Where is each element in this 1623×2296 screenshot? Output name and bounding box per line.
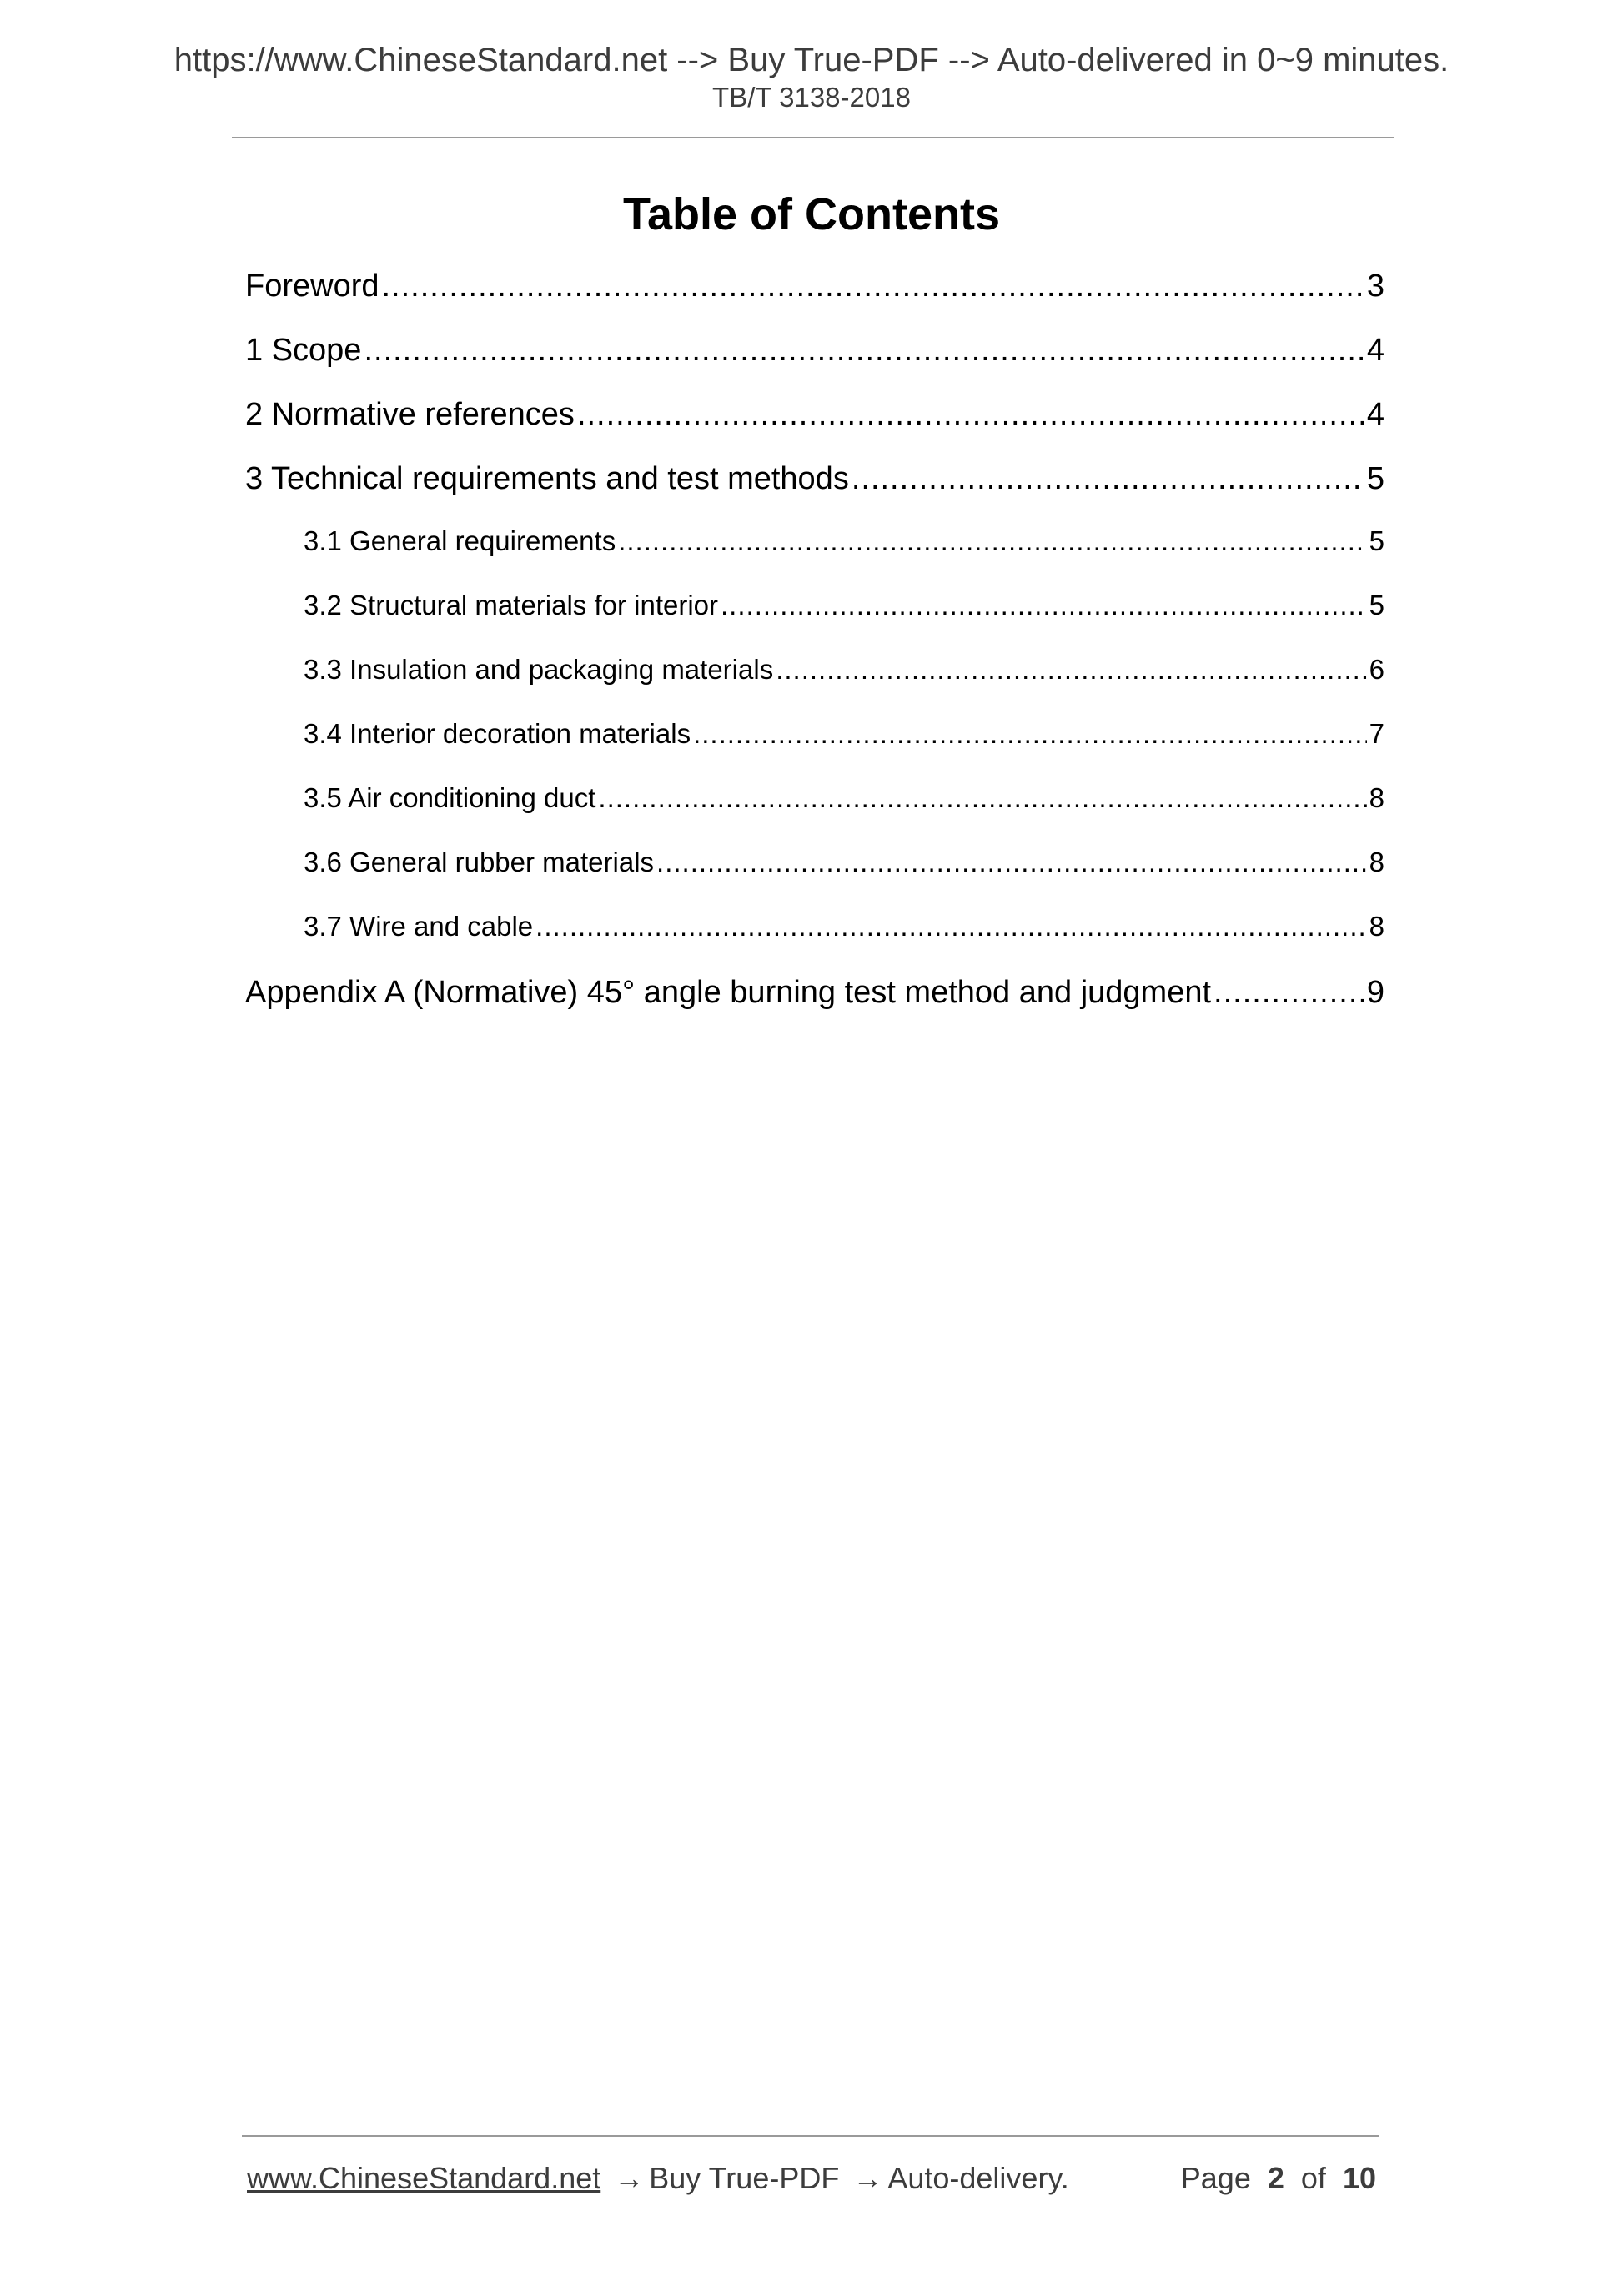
toc-entry-page: 3 — [1366, 269, 1384, 304]
toc-entry-label: 3.3 Insulation and packaging materials — [304, 654, 774, 685]
toc-entry-air-conditioning-duct[interactable] — [245, 782, 1384, 847]
toc-list — [245, 269, 1384, 1039]
toc-dot-leader — [693, 718, 1367, 750]
toc-dot-leader — [535, 911, 1366, 942]
toc-entry-page: 7 — [1369, 718, 1384, 749]
toc-dot-leader — [598, 782, 1366, 814]
toc-entry-technical-requirements[interactable] — [245, 461, 1384, 525]
toc-entry-label: 3 Technical requirements and test methods — [245, 461, 849, 496]
site-link[interactable]: www.ChineseStandard.net — [247, 2161, 601, 2195]
toc-dot-leader — [776, 654, 1366, 686]
toc-dot-leader — [577, 397, 1364, 433]
page-counter — [1181, 2160, 1376, 2196]
toc-entry-page: 5 — [1369, 525, 1384, 556]
toc-entry-insulation-packaging[interactable] — [245, 654, 1384, 718]
toc-dot-leader — [721, 590, 1367, 621]
toc-entry-general-requirements[interactable] — [245, 525, 1384, 590]
footer-divider — [242, 2135, 1379, 2137]
toc-entry-label: 3.6 General rubber materials — [304, 847, 655, 877]
toc-entry-label: Foreword — [245, 269, 379, 304]
of-word: of — [1300, 2161, 1326, 2195]
toc-entry-page: 5 — [1369, 590, 1384, 620]
standard-code: TB/T 3138-2018 — [712, 82, 911, 113]
toc-entry-label: 2 Normative references — [245, 397, 575, 432]
toc-entry-page: 6 — [1369, 654, 1384, 685]
toc-entry-label: 3.4 Interior decoration materials — [304, 718, 691, 749]
total-pages: 10 — [1342, 2161, 1376, 2195]
toc-entry-page: 9 — [1366, 975, 1384, 1010]
toc-entry-label: 3.2 Structural materials for interior — [304, 590, 719, 620]
toc-entry-rubber-materials[interactable] — [245, 847, 1384, 911]
toc-entry-page: 4 — [1366, 397, 1384, 432]
toc-entry-structural-materials[interactable] — [245, 590, 1384, 654]
toc-entry-interior-decoration[interactable] — [245, 718, 1384, 782]
toc-entry-label: 3.1 General requirements — [304, 525, 616, 556]
toc-entry-normative-references[interactable] — [245, 397, 1384, 461]
toc-dot-leader — [656, 847, 1367, 878]
toc-entry-wire-cable[interactable] — [245, 911, 1384, 975]
toc-dot-leader — [364, 333, 1364, 369]
toc-dot-leader — [382, 269, 1364, 304]
page-word: Page — [1180, 2161, 1251, 2195]
toc-entry-foreword[interactable] — [245, 269, 1384, 333]
toc-entry-label: 1 Scope — [245, 333, 362, 368]
footer-promo — [247, 2160, 1069, 2196]
toc-entry-label: Appendix A (Normative) 45° angle burning test method and judgment — [245, 975, 1212, 1010]
toc-entry-scope[interactable] — [245, 333, 1384, 397]
page-footer — [247, 2160, 1376, 2196]
toc-dot-leader — [852, 461, 1364, 497]
header-banner: https://www.ChineseStandard.net --> Buy True-PDF --> Auto-delivered in 0~9 minutes. — [173, 42, 1450, 78]
toc-entry-page: 5 — [1366, 461, 1384, 496]
toc-dot-leader — [1213, 975, 1364, 1011]
arrow-right-icon: → — [614, 2161, 645, 2195]
toc-entry-page: 4 — [1366, 333, 1384, 368]
toc-dot-leader — [618, 525, 1366, 557]
header-divider — [232, 137, 1394, 138]
current-page: 2 — [1267, 2161, 1284, 2195]
toc-entry-page: 8 — [1369, 847, 1384, 877]
toc-entry-page: 8 — [1369, 911, 1384, 942]
toc-entry-label: 3.7 Wire and cable — [304, 911, 534, 942]
delivery-text: Auto-delivery. — [887, 2161, 1069, 2195]
arrow-right-icon: → — [852, 2161, 883, 2195]
toc-entry-label: 3.5 Air conditioning duct — [304, 782, 596, 813]
toc-title: Table of Contents — [623, 189, 1000, 239]
toc-entry-appendix-a[interactable] — [245, 975, 1384, 1039]
toc-entry-page: 8 — [1369, 782, 1384, 813]
buy-text: Buy True-PDF — [649, 2161, 840, 2195]
